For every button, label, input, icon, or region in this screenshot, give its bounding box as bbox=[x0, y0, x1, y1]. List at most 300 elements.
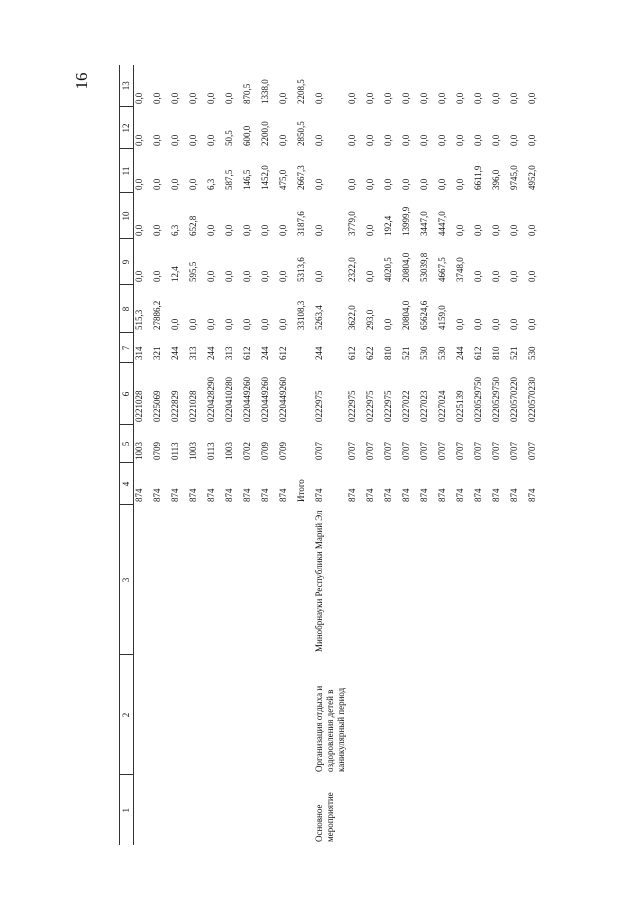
table-cell-col-10: 0,0 bbox=[242, 224, 252, 236]
table-cell-col-1 bbox=[383, 775, 401, 845]
table-cell-col-4: 874 bbox=[509, 488, 519, 502]
table-cell-col-7: 612 bbox=[242, 346, 252, 360]
table-cell-col-4: 874 bbox=[278, 488, 288, 502]
table-cell-col-1 bbox=[278, 775, 296, 845]
table-cell-col-13: 0,0 bbox=[437, 92, 447, 104]
table-row bbox=[347, 65, 365, 845]
table-cell-col-7: 244 bbox=[170, 346, 180, 360]
table-row bbox=[419, 65, 437, 845]
table-cell-col-6: 0221028 bbox=[134, 390, 144, 422]
table-cell-col-2: Организация отдыха и оздоровления детей в каникулярный период bbox=[314, 685, 346, 772]
table-cell-col-8: 20804,0 bbox=[401, 300, 411, 330]
table-cell-col-11: 475,0 bbox=[278, 169, 288, 190]
table-cell-col-1 bbox=[242, 775, 260, 845]
table-cell-col-8: 5263,4 bbox=[314, 305, 324, 330]
table-cell-col-11: 6,3 bbox=[206, 178, 216, 190]
table-cell-col-5: 0707 bbox=[347, 442, 357, 460]
table-cell-col-5: 0709 bbox=[260, 442, 270, 460]
table-row bbox=[170, 65, 188, 845]
table-cell-col-1 bbox=[509, 775, 527, 845]
table-cell-col-1 bbox=[419, 775, 437, 845]
table-cell-col-10: 0,0 bbox=[455, 224, 465, 236]
table-cell-col-7: 530 bbox=[419, 346, 429, 360]
column-header-5: 5 bbox=[120, 425, 134, 463]
table-cell-col-4: 874 bbox=[347, 488, 357, 502]
table-cell-col-2 bbox=[509, 655, 527, 775]
table-cell-col-1 bbox=[527, 775, 545, 845]
table-cell-col-4: 874 bbox=[152, 488, 162, 502]
table-cell-col-3 bbox=[473, 505, 491, 655]
table-cell-col-8: 33108,3 bbox=[296, 300, 306, 330]
table-cell-col-3 bbox=[260, 505, 278, 655]
table-cell-col-4: 874 bbox=[455, 488, 465, 502]
table-row bbox=[314, 65, 347, 845]
table-cell-col-12: 50,5 bbox=[224, 130, 234, 146]
table-cell-col-12: 0,0 bbox=[437, 134, 447, 146]
table-cell-col-8: 0,0 bbox=[170, 318, 180, 330]
table-cell-col-8: 4159,0 bbox=[437, 305, 447, 330]
table-cell-col-7: 810 bbox=[383, 346, 393, 360]
table-cell-col-6: 0220410280 bbox=[224, 377, 234, 422]
table-cell-col-12: 2200,0 bbox=[260, 121, 270, 146]
table-cell-col-2 bbox=[206, 655, 224, 775]
table-cell-col-1 bbox=[152, 775, 170, 845]
table-cell-col-9: 0,0 bbox=[365, 270, 375, 282]
table-cell-col-2 bbox=[134, 655, 153, 775]
table-cell-col-12: 0,0 bbox=[455, 134, 465, 146]
table-cell-col-4: 874 bbox=[437, 488, 447, 502]
table-cell-col-3 bbox=[383, 505, 401, 655]
table-cell-col-12: 0,0 bbox=[527, 134, 537, 146]
table-row bbox=[134, 65, 153, 845]
table-cell-col-10: 6,3 bbox=[170, 224, 180, 236]
table-cell-col-1 bbox=[296, 775, 314, 845]
table-cell-col-6: 0220449260 bbox=[260, 377, 270, 422]
table-cell-col-6: 0220529750 bbox=[491, 377, 501, 422]
table-cell-col-7 bbox=[296, 333, 314, 363]
table-cell-col-4: 874 bbox=[134, 488, 144, 502]
table-cell-col-9: 0,0 bbox=[473, 270, 483, 282]
table-cell-col-2 bbox=[152, 655, 170, 775]
table-cell-col-6: 0227023 bbox=[419, 390, 429, 422]
table-cell-col-7: 810 bbox=[491, 346, 501, 360]
table-cell-col-5: 0707 bbox=[509, 442, 519, 460]
table-cell-col-4: 874 bbox=[491, 488, 501, 502]
table-cell-col-9: 0,0 bbox=[242, 270, 252, 282]
table-cell-col-6 bbox=[296, 363, 314, 425]
column-header-12: 12 bbox=[120, 107, 134, 149]
table-cell-col-9: 2322,0 bbox=[347, 257, 357, 282]
table-cell-col-10: 0,0 bbox=[365, 224, 375, 236]
table-cell-col-11: 0,0 bbox=[152, 178, 162, 190]
table-cell-col-2 bbox=[401, 655, 419, 775]
table-cell-col-4: 874 bbox=[419, 488, 429, 502]
table-cell-col-9: 0,0 bbox=[491, 270, 501, 282]
table-cell-col-11: 1452,0 bbox=[260, 165, 270, 190]
table-cell-col-6: 0220529750 bbox=[473, 377, 483, 422]
table-cell-col-10: 192,4 bbox=[383, 215, 393, 236]
table-cell-col-6: 0220570220 bbox=[509, 377, 519, 422]
table-cell-col-12: 2850,5 bbox=[296, 121, 306, 146]
table-row bbox=[383, 65, 401, 845]
table-cell-col-10: 652,8 bbox=[188, 215, 198, 236]
table-cell-col-7: 314 bbox=[134, 346, 144, 360]
table-cell-col-8: 0,0 bbox=[491, 318, 501, 330]
table-row bbox=[206, 65, 224, 845]
table-cell-col-3 bbox=[242, 505, 260, 655]
table-cell-col-11: 146,5 bbox=[242, 169, 252, 190]
table-cell-col-5: 0707 bbox=[491, 442, 501, 460]
table-cell-col-13: 2208,5 bbox=[296, 79, 306, 104]
table-cell-col-6: 0220449260 bbox=[242, 377, 252, 422]
table-cell-col-13: 870,5 bbox=[242, 83, 252, 104]
table-cell-col-4: 874 bbox=[170, 488, 180, 502]
table-cell-col-4: 874 bbox=[242, 488, 252, 502]
table-cell-col-5: 1003 bbox=[188, 442, 198, 460]
table-cell-col-11: 4952,0 bbox=[527, 165, 537, 190]
table-cell-col-5: 0709 bbox=[278, 442, 288, 460]
column-header-4: 4 bbox=[120, 463, 134, 505]
page-number: 16 bbox=[72, 72, 91, 90]
table-cell-col-8: 27886,2 bbox=[152, 300, 162, 330]
table-cell-col-5: 0707 bbox=[383, 442, 393, 460]
table-cell-col-9: 4667,5 bbox=[437, 257, 447, 282]
table-cell-col-7: 622 bbox=[365, 346, 375, 360]
header-row bbox=[120, 65, 134, 845]
table-cell-col-1 bbox=[170, 775, 188, 845]
table-cell-col-5: 1003 bbox=[134, 442, 144, 460]
table-cell-col-12: 0,0 bbox=[206, 134, 216, 146]
table-cell-col-2 bbox=[296, 655, 314, 775]
table-cell-col-4: 874 bbox=[473, 488, 483, 502]
table-cell-col-1 bbox=[455, 775, 473, 845]
table-cell-col-3 bbox=[296, 505, 314, 655]
table-cell-col-9: 0,0 bbox=[206, 270, 216, 282]
table-cell-col-4: 874 bbox=[206, 488, 216, 502]
table-cell-col-9: 0,0 bbox=[314, 270, 324, 282]
table-cell-col-3 bbox=[437, 505, 455, 655]
column-header-9: 9 bbox=[120, 239, 134, 285]
table-cell-col-5: 0707 bbox=[419, 442, 429, 460]
table-cell-col-6: 0220428290 bbox=[206, 377, 216, 422]
column-header-3: 3 bbox=[120, 505, 134, 655]
table-cell-col-2 bbox=[437, 655, 455, 775]
table-cell-col-2 bbox=[455, 655, 473, 775]
table-cell-col-2 bbox=[347, 655, 365, 775]
table-cell-col-12: 0,0 bbox=[347, 134, 357, 146]
table-cell-col-5: 0113 bbox=[206, 442, 216, 460]
table-cell-col-11: 9745,0 bbox=[509, 165, 519, 190]
table-cell-col-13: 0,0 bbox=[509, 92, 519, 104]
table-cell-col-3 bbox=[509, 505, 527, 655]
table-cell-col-9: 53039,8 bbox=[419, 252, 429, 282]
table-cell-col-8: 515,3 bbox=[134, 309, 144, 330]
table-cell-col-2 bbox=[170, 655, 188, 775]
table-cell-col-8: 0,0 bbox=[242, 318, 252, 330]
column-header-2: 2 bbox=[120, 655, 134, 775]
table-cell-col-11: 0,0 bbox=[314, 178, 324, 190]
column-header-13: 13 bbox=[120, 65, 134, 107]
table-cell-col-11: 0,0 bbox=[401, 178, 411, 190]
table-cell-col-1 bbox=[224, 775, 242, 845]
table-cell-col-11: 0,0 bbox=[383, 178, 393, 190]
table-cell-col-3 bbox=[188, 505, 206, 655]
table-cell-col-4: 874 bbox=[224, 488, 234, 502]
table-cell-col-3 bbox=[491, 505, 509, 655]
table-cell-col-10: 0,0 bbox=[224, 224, 234, 236]
table-cell-col-12: 0,0 bbox=[188, 134, 198, 146]
table-cell-col-6: 0222829 bbox=[170, 390, 180, 422]
table-cell-col-8: 0,0 bbox=[455, 318, 465, 330]
table-row bbox=[278, 65, 296, 845]
table-cell-col-10: 0,0 bbox=[278, 224, 288, 236]
table-row bbox=[242, 65, 260, 845]
table-cell-col-11: 0,0 bbox=[437, 178, 447, 190]
table-cell-col-4: 874 bbox=[188, 488, 198, 502]
table-cell-col-8: 0,0 bbox=[527, 318, 537, 330]
table-cell-col-1 bbox=[134, 775, 153, 845]
table-cell-col-9: 0,0 bbox=[134, 270, 144, 282]
table-cell-col-7: 612 bbox=[473, 346, 483, 360]
table-cell-col-4: 874 bbox=[401, 488, 411, 502]
table-row bbox=[401, 65, 419, 845]
table-cell-col-3 bbox=[419, 505, 437, 655]
table-cell-col-6: 0220570230 bbox=[527, 377, 537, 422]
table-cell-col-13: 0,0 bbox=[455, 92, 465, 104]
table-cell-col-1 bbox=[401, 775, 419, 845]
table-cell-col-1 bbox=[347, 775, 365, 845]
table-cell-col-7: 244 bbox=[314, 346, 324, 360]
table-cell-col-3 bbox=[206, 505, 224, 655]
table-cell-col-6: 0222975 bbox=[365, 390, 375, 422]
table-cell-col-8: 0,0 bbox=[473, 318, 483, 330]
table-cell-col-5 bbox=[296, 425, 314, 463]
table-cell-col-13: 0,0 bbox=[134, 92, 144, 104]
table-cell-col-1: Основное мероприятие bbox=[314, 792, 335, 842]
table-cell-col-10: 0,0 bbox=[473, 224, 483, 236]
table-cell-col-6: 0222975 bbox=[314, 390, 324, 422]
table-cell-col-4: 874 bbox=[383, 488, 393, 502]
table-cell-col-10: 3779,0 bbox=[347, 211, 357, 236]
table-cell-col-9: 0,0 bbox=[527, 270, 537, 282]
table-cell-col-9: 4020,5 bbox=[383, 257, 393, 282]
table-cell-col-13: 0,0 bbox=[527, 92, 537, 104]
table-cell-col-11: 0,0 bbox=[419, 178, 429, 190]
table-cell-col-4: Итого bbox=[296, 479, 306, 502]
table-cell-col-3 bbox=[134, 505, 153, 655]
table-cell-col-5: 0709 bbox=[152, 442, 162, 460]
table-cell-col-10: 13999,9 bbox=[401, 206, 411, 236]
table-row bbox=[527, 65, 545, 845]
table-cell-col-3 bbox=[401, 505, 419, 655]
table-cell-col-12: 0,0 bbox=[152, 134, 162, 146]
column-header-11: 11 bbox=[120, 149, 134, 193]
table-cell-col-11: 0,0 bbox=[170, 178, 180, 190]
table-cell-col-12: 0,0 bbox=[419, 134, 429, 146]
column-header-1: 1 bbox=[120, 775, 134, 845]
table-cell-col-11: 0,0 bbox=[188, 178, 198, 190]
table-cell-col-4: 874 bbox=[527, 488, 537, 502]
table-cell-col-13: 1338,0 bbox=[260, 79, 270, 104]
table-cell-col-10: 0,0 bbox=[134, 224, 144, 236]
table-cell-col-5: 0707 bbox=[314, 442, 324, 460]
table-cell-col-1 bbox=[491, 775, 509, 845]
table-cell-col-2 bbox=[188, 655, 206, 775]
table-cell-col-3 bbox=[152, 505, 170, 655]
table-cell-col-7: 530 bbox=[437, 346, 447, 360]
table-cell-col-5: 0113 bbox=[170, 442, 180, 460]
table-cell-col-5: 0707 bbox=[473, 442, 483, 460]
table-cell-col-11: 0,0 bbox=[455, 178, 465, 190]
table-cell-col-10: 0,0 bbox=[491, 224, 501, 236]
table-cell-col-12: 0,0 bbox=[383, 134, 393, 146]
table-cell-col-13: 0,0 bbox=[347, 92, 357, 104]
table-cell-col-9: 0,0 bbox=[260, 270, 270, 282]
table-cell-col-3 bbox=[527, 505, 545, 655]
table-cell-col-1 bbox=[188, 775, 206, 845]
table-cell-col-2 bbox=[278, 655, 296, 775]
table-cell-col-1 bbox=[473, 775, 491, 845]
table-cell-col-2 bbox=[383, 655, 401, 775]
table-cell-col-5: 0707 bbox=[527, 442, 537, 460]
table-cell-col-11: 587,5 bbox=[224, 169, 234, 190]
table-cell-col-10: 0,0 bbox=[509, 224, 519, 236]
table-cell-col-5: 0707 bbox=[401, 442, 411, 460]
column-header-10: 10 bbox=[120, 193, 134, 239]
table-cell-col-13: 0,0 bbox=[278, 92, 288, 104]
table-cell-col-9: 20804,0 bbox=[401, 252, 411, 282]
table-cell-col-3 bbox=[455, 505, 473, 655]
table-cell-col-4: 874 bbox=[365, 488, 375, 502]
table-cell-col-12: 0,0 bbox=[278, 134, 288, 146]
table-cell-col-13: 0,0 bbox=[188, 92, 198, 104]
table-cell-col-9: 0,0 bbox=[224, 270, 234, 282]
table-cell-col-11: 0,0 bbox=[347, 178, 357, 190]
table-cell-col-10: 3187,6 bbox=[296, 211, 306, 236]
table-cell-col-7: 612 bbox=[347, 346, 357, 360]
table-row bbox=[260, 65, 278, 845]
table-cell-col-4: 874 bbox=[260, 488, 270, 502]
table-cell-col-1 bbox=[260, 775, 278, 845]
table-cell-col-6: 0225139 bbox=[455, 390, 465, 422]
table-cell-col-9: 3748,0 bbox=[455, 257, 465, 282]
table-cell-col-7: 313 bbox=[224, 346, 234, 360]
table-cell-col-9: 0,0 bbox=[278, 270, 288, 282]
table-header bbox=[120, 65, 134, 845]
table-cell-col-12: 0,0 bbox=[491, 134, 501, 146]
table-cell-col-7: 521 bbox=[509, 346, 519, 360]
table-cell-col-13: 0,0 bbox=[365, 92, 375, 104]
table-cell-col-12: 0,0 bbox=[473, 134, 483, 146]
column-header-7: 7 bbox=[120, 333, 134, 363]
table-cell-col-13: 0,0 bbox=[314, 92, 324, 104]
table-row bbox=[473, 65, 491, 845]
table-cell-col-3: Минобрнауки Республики Марий Эл bbox=[314, 510, 324, 652]
table-cell-col-10: 0,0 bbox=[260, 224, 270, 236]
table-cell-col-2 bbox=[365, 655, 383, 775]
table-cell-col-7: 244 bbox=[260, 346, 270, 360]
table-cell-col-9: 0,0 bbox=[152, 270, 162, 282]
table-cell-col-1 bbox=[206, 775, 224, 845]
table-cell-col-13: 0,0 bbox=[401, 92, 411, 104]
table-cell-col-9: 12,4 bbox=[170, 266, 180, 282]
table-cell-col-7: 612 bbox=[278, 346, 288, 360]
table-cell-col-1 bbox=[365, 775, 383, 845]
table-cell-col-12: 0,0 bbox=[509, 134, 519, 146]
table-cell-col-2 bbox=[224, 655, 242, 775]
column-header-6: 6 bbox=[120, 363, 134, 425]
rotated-table-container bbox=[119, 65, 579, 845]
table-cell-col-7: 321 bbox=[152, 346, 162, 360]
table-cell-col-3 bbox=[170, 505, 188, 655]
table-cell-col-10: 3447,0 bbox=[419, 211, 429, 236]
table-cell-col-10: 0,0 bbox=[152, 224, 162, 236]
table-cell-col-2 bbox=[491, 655, 509, 775]
table-cell-col-6: 0227022 bbox=[401, 390, 411, 422]
table-cell-col-8: 0,0 bbox=[206, 318, 216, 330]
table-cell-col-3 bbox=[347, 505, 365, 655]
table-cell-col-8: 0,0 bbox=[509, 318, 519, 330]
table-row bbox=[509, 65, 527, 845]
table-cell-col-3 bbox=[224, 505, 242, 655]
table-cell-col-5: 0707 bbox=[365, 442, 375, 460]
table-cell-col-12: 0,0 bbox=[134, 134, 144, 146]
table-row bbox=[491, 65, 509, 845]
table-cell-col-8: 0,0 bbox=[278, 318, 288, 330]
table-cell-col-12: 0,0 bbox=[170, 134, 180, 146]
table-cell-col-8: 293,0 bbox=[365, 309, 375, 330]
table-row bbox=[188, 65, 206, 845]
table-cell-col-4: 874 bbox=[314, 488, 324, 502]
table-cell-col-13: 0,0 bbox=[383, 92, 393, 104]
table-cell-col-7: 244 bbox=[206, 346, 216, 360]
table-cell-col-5: 0707 bbox=[455, 442, 465, 460]
table-cell-col-3 bbox=[365, 505, 383, 655]
table-cell-col-2 bbox=[419, 655, 437, 775]
table-cell-col-7: 313 bbox=[188, 346, 198, 360]
table-cell-col-5: 0702 bbox=[242, 442, 252, 460]
table-cell-col-13: 0,0 bbox=[152, 92, 162, 104]
table-cell-col-8: 0,0 bbox=[224, 318, 234, 330]
table-cell-col-8: 0,0 bbox=[260, 318, 270, 330]
table-cell-col-5: 1003 bbox=[224, 442, 234, 460]
table-cell-col-7: 521 bbox=[401, 346, 411, 360]
table-row bbox=[296, 65, 314, 845]
table-cell-col-7: 530 bbox=[527, 346, 537, 360]
table-cell-col-8: 65624,6 bbox=[419, 300, 429, 330]
table-cell-col-5: 0707 bbox=[437, 442, 447, 460]
table-cell-col-13: 0,0 bbox=[170, 92, 180, 104]
table-cell-col-10: 0,0 bbox=[206, 224, 216, 236]
table-cell-col-6: 0225069 bbox=[152, 390, 162, 422]
table-body bbox=[134, 65, 546, 845]
table-cell-col-13: 0,0 bbox=[491, 92, 501, 104]
table-cell-col-12: 0,0 bbox=[401, 134, 411, 146]
table-row bbox=[152, 65, 170, 845]
table-cell-col-2 bbox=[527, 655, 545, 775]
table-cell-col-8: 0,0 bbox=[383, 318, 393, 330]
table-cell-col-8: 0,0 bbox=[188, 318, 198, 330]
table-cell-col-13: 0,0 bbox=[419, 92, 429, 104]
table-cell-col-6: 0227024 bbox=[437, 390, 447, 422]
table-row bbox=[365, 65, 383, 845]
table-cell-col-3 bbox=[278, 505, 296, 655]
table-cell-col-1 bbox=[437, 775, 455, 845]
table-cell-col-12: 0,0 bbox=[365, 134, 375, 146]
table-cell-col-9: 5313,6 bbox=[296, 257, 306, 282]
table-cell-col-6: 0220449260 bbox=[278, 377, 288, 422]
table-cell-col-6: 0222975 bbox=[383, 390, 393, 422]
